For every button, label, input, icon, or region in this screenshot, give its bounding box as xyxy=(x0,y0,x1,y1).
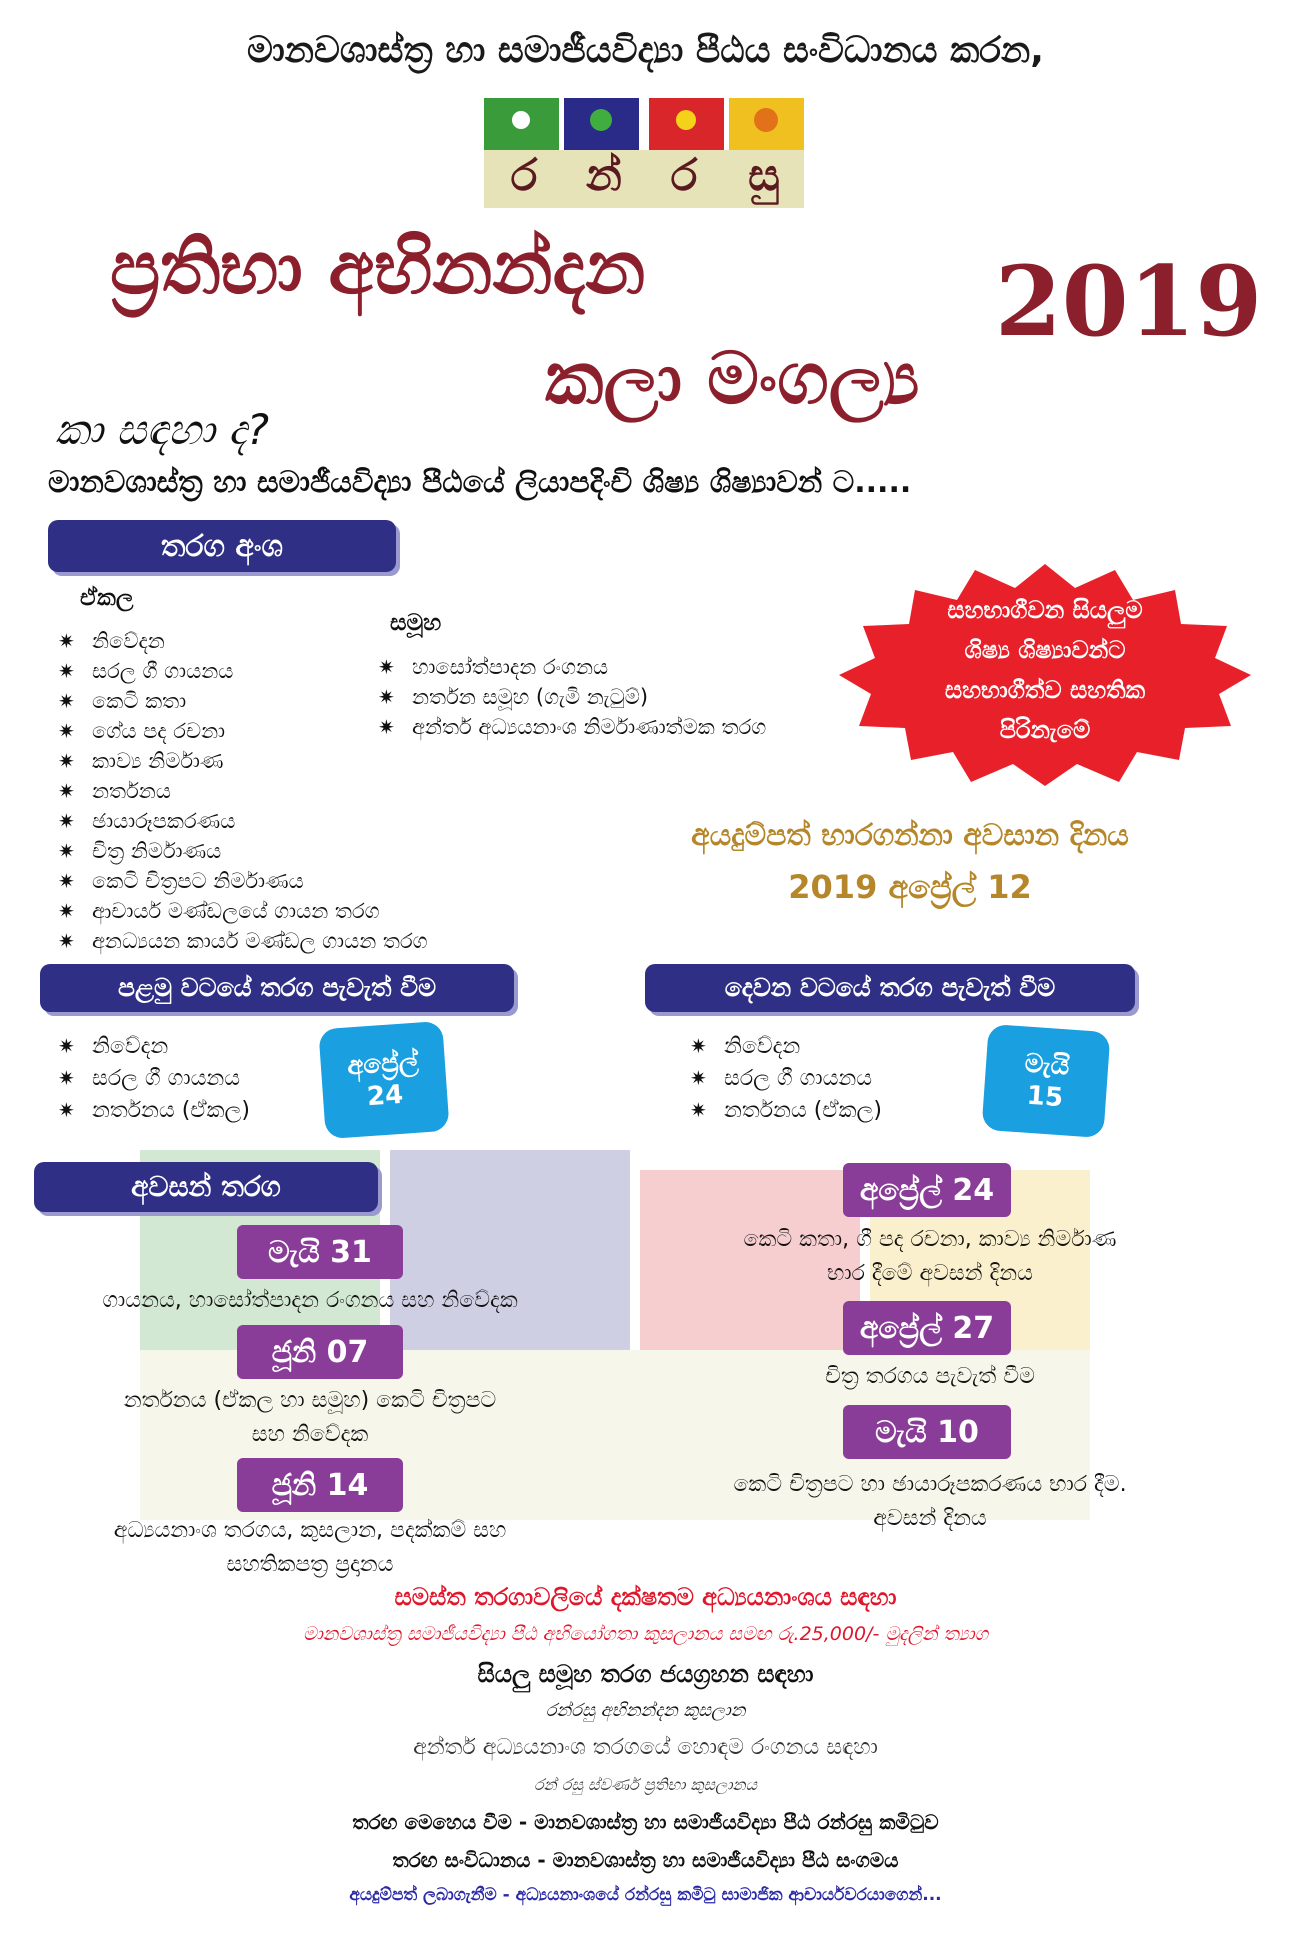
footer-line-3: අයදුම්පත් ලබාගැනීම - අධ්‍යයනාංශයේ රන්රසු කමිටු සාමාජික ආචාර්යවරයාගෙන්... xyxy=(349,1885,942,1905)
drama-masks-icon xyxy=(590,109,612,131)
certificate-line-3: සහභාගීත්ව සහතික xyxy=(944,676,1146,704)
solo-label: ඒකල xyxy=(80,585,134,611)
audience-text: මානවශාස්ත්‍ර හා සමාජීයවිද්‍යා පීඨයේ ලියාපදිංචි ශිෂ්‍ය ශිෂ්‍යාවන් ට..... xyxy=(48,465,912,500)
final-right-desc-2: චිත්‍ර තරගය පැවැත් වීම xyxy=(825,1364,1035,1389)
star-icon: ✷ xyxy=(58,629,75,653)
list-item: ✷ අන්තර් අධ්‍යයනාංශ නිර්මාණාත්මක තරග xyxy=(378,712,766,742)
group-list xyxy=(378,652,766,742)
question-text: කා සඳහා ද? xyxy=(55,405,270,454)
star-icon: ✷ xyxy=(58,719,75,743)
round2-heading-label: දෙවන වටයේ තරග පැවැත් වීම xyxy=(724,973,1056,1002)
round1-list xyxy=(58,1030,250,1126)
list-item: ✷ කෙටි කතා xyxy=(58,686,428,716)
list-item: ✷ අනධ්‍යයන කාර්ය මණ්ඩල ගායන තරග xyxy=(58,926,428,956)
final-left-desc-1: ගායනය, හාසෝත්පාදන රංගනය සහ නිවේදක xyxy=(102,1288,518,1313)
deadline-date: 2019 අප්‍රේල් 12 xyxy=(788,868,1032,906)
final-right-date-1: අප්‍රේල් 24 xyxy=(843,1163,1011,1217)
final-right-date-2: අප්‍රේල් 27 xyxy=(843,1301,1011,1355)
logo-letter-2: න් xyxy=(586,150,622,201)
final-right-desc-1: කෙටි කතා, ගී පද රචනා, කාව්‍ය නිර්මාණ භාර දීමේ අවසන් දිනය xyxy=(743,1227,1117,1286)
round1-heading xyxy=(40,964,514,1012)
list-item: ✷ නිවේදන xyxy=(58,1030,250,1062)
star-icon: ✷ xyxy=(58,869,75,893)
round1-date-day: 24 xyxy=(366,1079,405,1113)
final-right-desc-3: කෙටි චිත්‍රපට හා ඡායාරූපකරණය භාර දීම. අවසන් දිනය xyxy=(733,1472,1127,1531)
list-item: ✷ චිත්‍ර නිර්මාණය xyxy=(58,836,428,866)
round2-date-month: මැයි xyxy=(1023,1048,1071,1082)
organizer-line: මානවශාස්ත්‍ර හා සමාජීයවිද්‍යා පීඨය සංවිධානය කරන, xyxy=(247,30,1044,71)
certificate-badge xyxy=(835,560,1255,790)
music-icon xyxy=(676,110,696,130)
round2-date-day: 15 xyxy=(1025,1080,1064,1114)
star-icon: ✷ xyxy=(58,1066,75,1090)
list-item: ✷ නර්තනය (ඒකල) xyxy=(690,1094,882,1126)
award-line-1: සමස්ත තරගාවලියේ දක්ෂතම අධ්‍යයනාංශය සඳහා xyxy=(394,1583,897,1611)
solo-list xyxy=(58,626,428,956)
title-line-2: කලා මංගල්‍ය xyxy=(545,335,920,420)
star-icon: ✷ xyxy=(58,839,75,863)
deadline-label: අයදුම්පත් භාරගන්නා අවසාන දිනය xyxy=(691,818,1129,853)
round2-list xyxy=(690,1030,882,1126)
events-heading-label: තරග අංශ xyxy=(161,528,283,564)
final-left-date-2: ජූනි 07 xyxy=(237,1325,403,1379)
certificate-line-4: පිරිනැමේ xyxy=(999,716,1091,744)
list-item: ✷ ආචාර්ය මණ්ඩලයේ ගායන තරග xyxy=(58,896,428,926)
round1-heading-label: පළමු වටයේ තරග පැවැත් වීම xyxy=(117,973,437,1002)
logo-letter-4: සු xyxy=(748,150,780,201)
star-icon: ✷ xyxy=(690,1098,707,1122)
list-item: ✷ ඡායාරූපකරණය xyxy=(58,806,428,836)
finals-heading xyxy=(34,1162,378,1212)
round2-date-badge xyxy=(981,1024,1110,1138)
list-item: ✷ කෙටි චිත්‍රපට නිර්මාණය xyxy=(58,866,428,896)
ranrasu-logo xyxy=(484,98,804,208)
star-icon: ✷ xyxy=(58,929,75,953)
footer-line-1: තරඟ මෙහෙය වීම - මානවශාස්ත්‍ර හා සමාජීයවිද්‍යා පීඨ රන්රසු කමිටුව xyxy=(352,1810,939,1834)
star-icon: ✷ xyxy=(378,655,395,679)
award-line-4: රන්රසු අභිනන්දන කුසලාන xyxy=(545,1700,746,1721)
finals-heading-label: අවසන් තරග xyxy=(131,1170,281,1203)
logo-letter-1: ර xyxy=(510,150,538,201)
star-icon: ✷ xyxy=(58,1034,75,1058)
star-icon: ✷ xyxy=(58,659,75,683)
final-left-desc-2: නර්තනය (ඒකල හා සමූහ) කෙටි චිත්‍රපට සහ නිවේදක xyxy=(123,1388,497,1447)
star-icon: ✷ xyxy=(58,809,75,833)
star-icon: ✷ xyxy=(58,749,75,773)
list-item: ✷ නිවේදන xyxy=(690,1030,882,1062)
star-icon: ✷ xyxy=(58,899,75,923)
list-item: ✷ සරල ගී ගායනය xyxy=(690,1062,882,1094)
certificate-line-2: ශිෂ්‍ය ශිෂ්‍යාවන්ට xyxy=(964,636,1126,664)
award-line-6: රන් රසු ස්වර්ණ ප්‍රතිභා කුසලානය xyxy=(534,1775,757,1794)
list-item: ✷ නිවේදන xyxy=(58,626,428,656)
star-icon: ✷ xyxy=(378,715,395,739)
round2-heading xyxy=(645,964,1135,1012)
list-item: ✷ සරල ගී ගායනය xyxy=(58,656,428,686)
list-item: ✷ නර්තනය (ඒකල) xyxy=(58,1094,250,1126)
events-heading xyxy=(48,520,396,572)
list-item: ✷ කාව්‍ය නිර්මාණ xyxy=(58,746,428,776)
star-icon: ✷ xyxy=(58,689,75,713)
star-icon: ✷ xyxy=(58,779,75,803)
list-item: ✷ සරල ගී ගායනය xyxy=(58,1062,250,1094)
star-icon: ✷ xyxy=(690,1066,707,1090)
dancer-icon xyxy=(512,111,530,129)
title-year: 2019 xyxy=(995,245,1263,358)
round1-date-month: අප්‍රේල් xyxy=(346,1046,420,1082)
award-line-3: සියලු සමූහ තරග ජයග්‍රහන සඳහා xyxy=(477,1660,814,1688)
list-item: ✷ නර්තන සමූහ (ගැමි නැටුම්) xyxy=(378,682,766,712)
final-left-desc-3: අධ්‍යයනාංශ තරගය, කුසලාන, පදක්කම් සහ සහතිකපත්‍ර ප්‍රදානය xyxy=(113,1518,507,1577)
star-icon: ✷ xyxy=(378,685,395,709)
final-left-date-1: මැයි 31 xyxy=(237,1225,403,1279)
footer-line-2: තරඟ සංවිධානය - මානවශාස්ත්‍ර හා සමාජීයවිද්‍යා පීඨ සංගමය xyxy=(392,1848,899,1872)
list-item: ✷ ගේය පද රචනා xyxy=(58,716,428,746)
list-item: ✷ නර්තනය xyxy=(58,776,428,806)
logo-letter-3: ර xyxy=(670,150,698,201)
award-line-5: අන්තර් අධ්‍යයනාංශ තරගයේ හොඳම රංගනය සඳහා xyxy=(413,1735,878,1760)
group-label: සමූහ xyxy=(390,610,442,636)
list-item: ✷ හාසෝත්පාදන රංගනය xyxy=(378,652,766,682)
final-left-date-3: ජූනි 14 xyxy=(237,1458,403,1512)
certificate-line-1: සහභාගීවන සියලුම xyxy=(947,596,1143,624)
palette-icon xyxy=(754,108,778,132)
round1-date-badge xyxy=(318,1021,449,1139)
final-right-date-3: මැයි 10 xyxy=(843,1405,1011,1459)
star-icon: ✷ xyxy=(690,1034,707,1058)
title-line-1: ප්‍රතිභා අභිනන්දන xyxy=(110,225,646,311)
award-line-2: මානවශාස්ත්‍ර සමාජීයවිද්‍යා පීඨ අභියෝගතා කුසලානය සමඟ රු.25,000/- මුදලින් ත්‍යාග xyxy=(302,1623,989,1645)
star-icon: ✷ xyxy=(58,1098,75,1122)
